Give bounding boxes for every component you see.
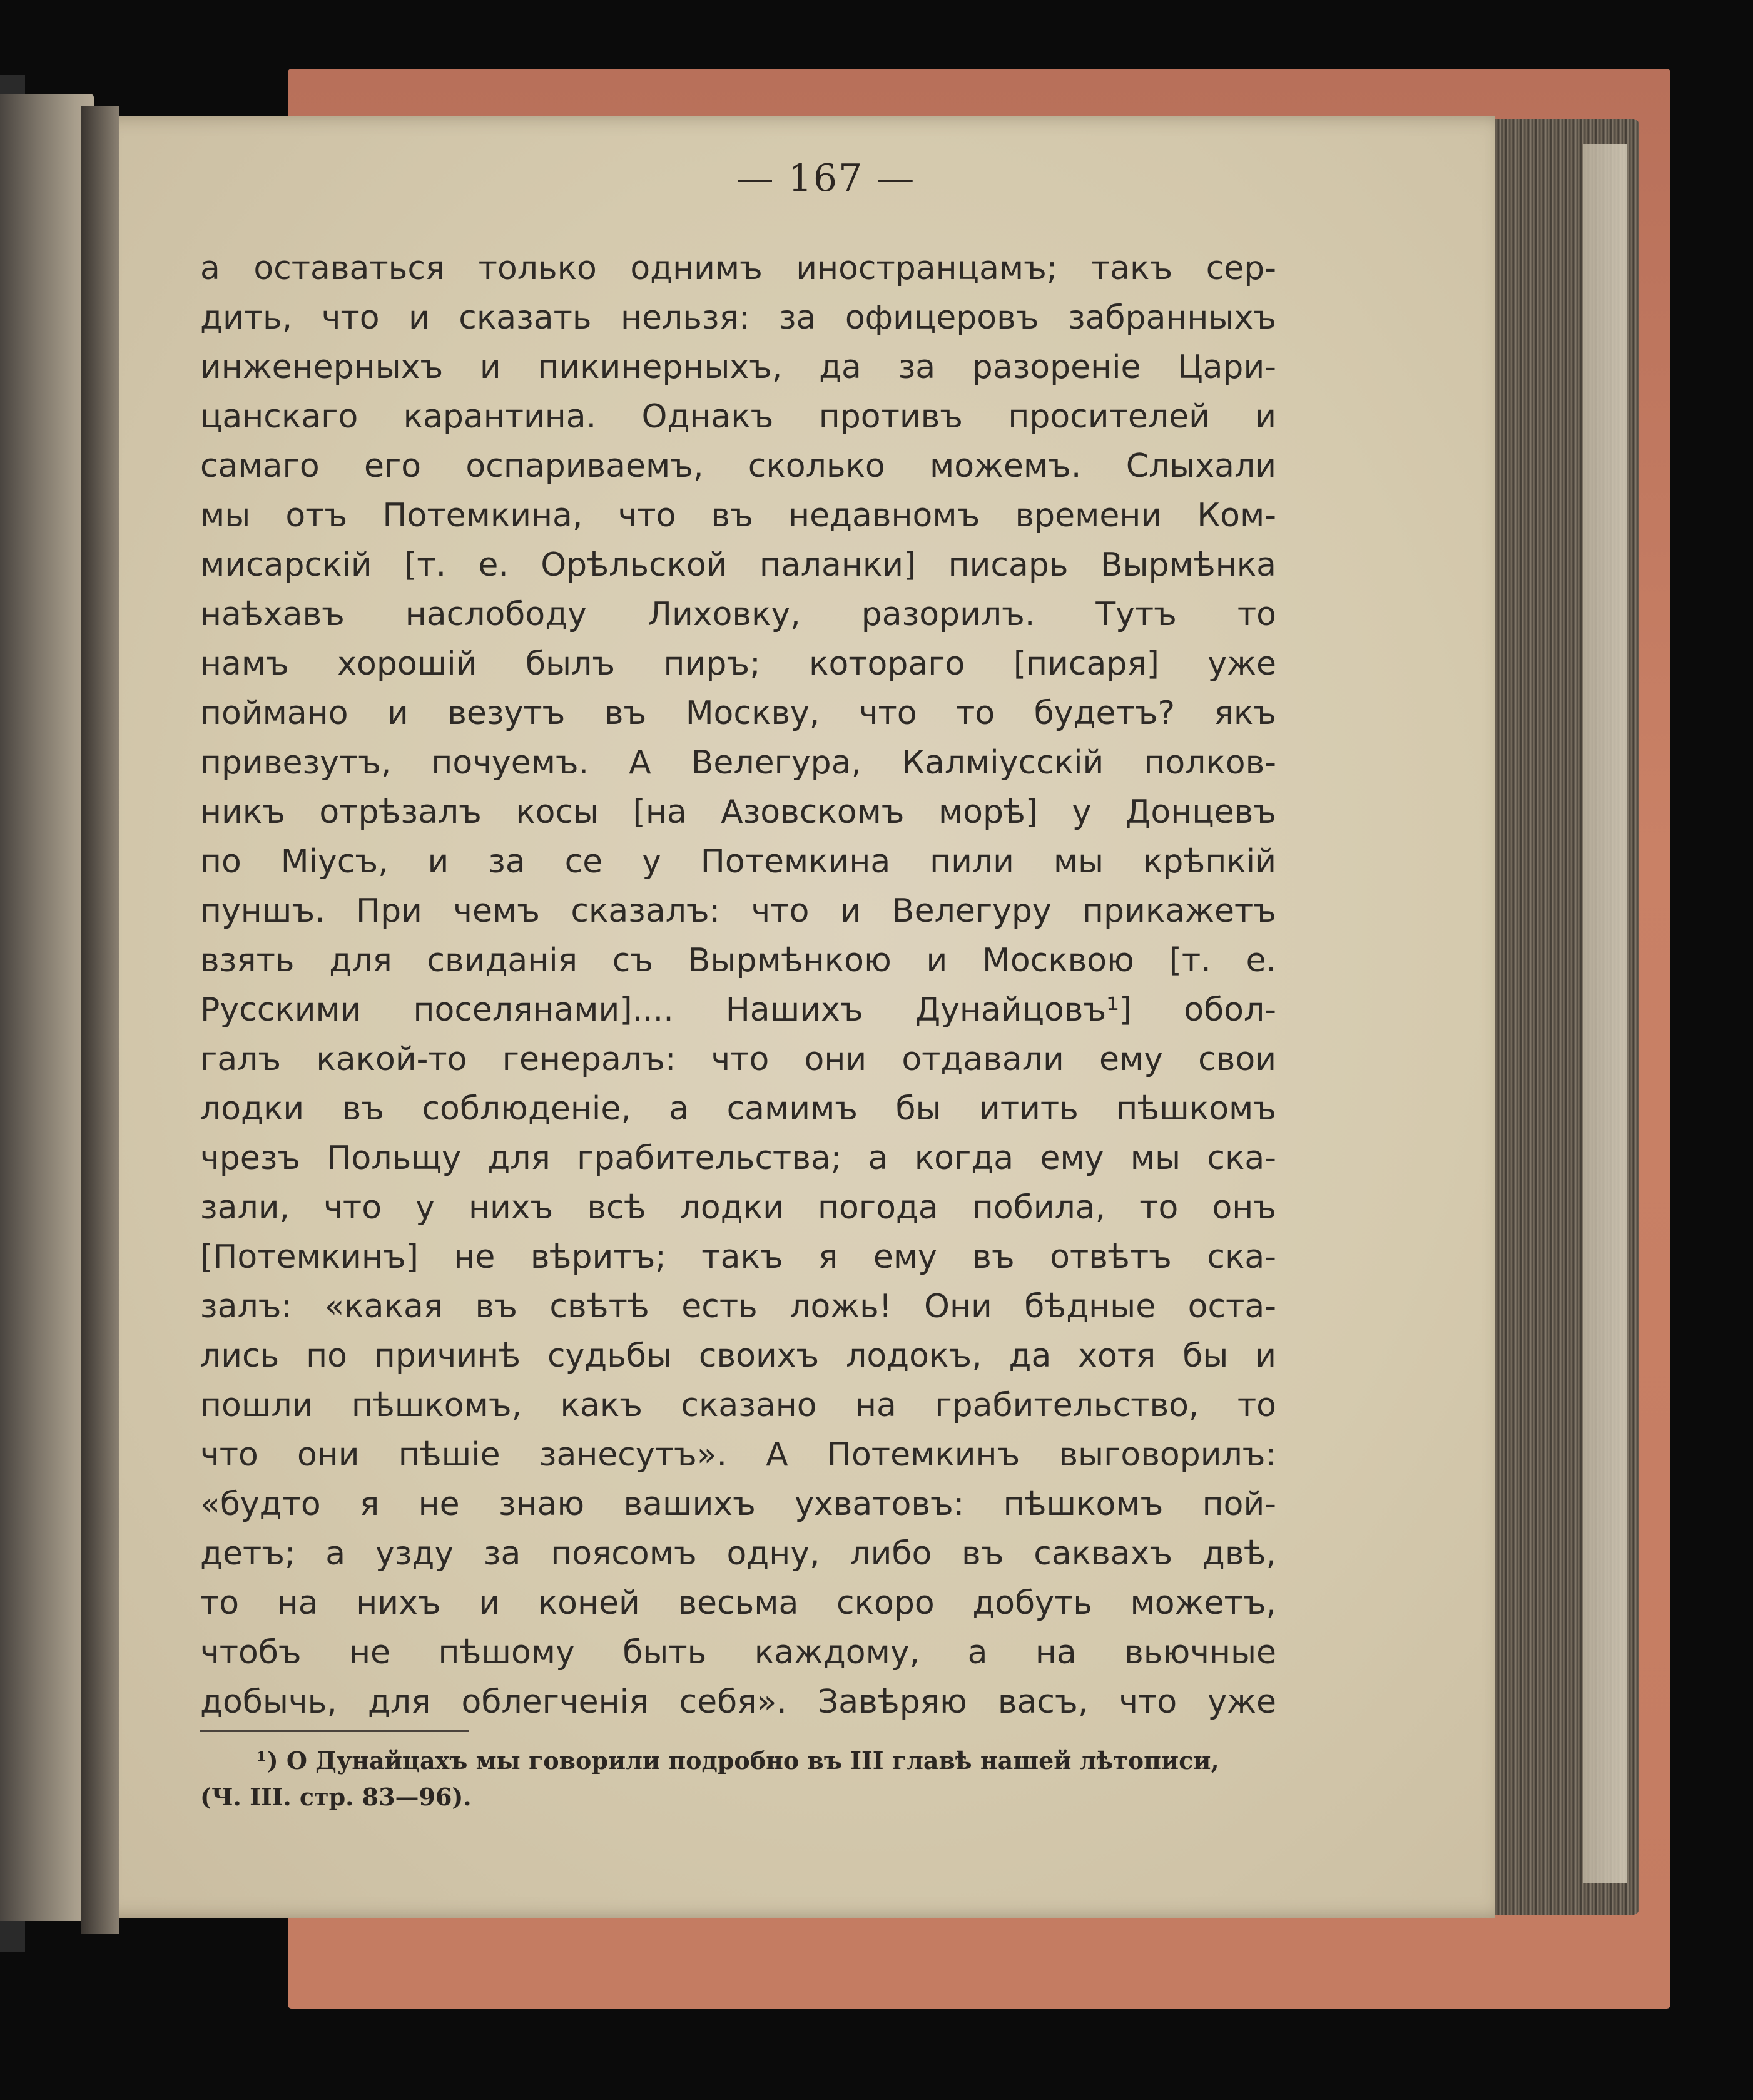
text-line: цанскаго карантина. Однакъ противъ просителей и [200,398,1276,436]
text-line: дить, что и сказать нельзя: за офицеровъ забранныхъ [200,299,1276,337]
text-line: а оставаться только однимъ иностранцамъ; такъ сер- [200,250,1276,287]
text-line: никъ отрѣзалъ косы [на Азовскомъ морѣ] у Донцевъ [200,793,1276,831]
text-line: намъ хорошій былъ пиръ; котораго [писаря] уже [200,645,1276,683]
text-line: инженерныхъ и пикинерныхъ, да за разореніе Цари- [200,349,1276,386]
text-line: галъ какой-то генералъ: что они отдавали ему свои [200,1041,1276,1078]
text-line: то на нихъ и коней весьма скоро добуть можетъ, [200,1584,1276,1622]
text-line: взять для свиданія съ Вырмѣнкою и Москвою [т. е. [200,942,1276,979]
text-line: чтобъ не пѣшому быть каждому, а на вьючные [200,1634,1276,1671]
text-line: зали, что у нихъ всѣ лодки погода побила, то онъ [200,1189,1276,1226]
text-line: [Потемкинъ] не вѣритъ; такъ я ему въ отвѣтъ ска- [200,1238,1276,1276]
text-line: лись по причинѣ судьбы своихъ лодокъ, да хотя бы и [200,1337,1276,1375]
text-line: Русскими поселянами].... Нашихъ Дунайцовъ¹] обол- [200,991,1276,1029]
text-line: детъ; а узду за поясомъ одну, либо въ саквахъ двѣ, [200,1535,1276,1572]
footnotes [200,1743,1276,1815]
text-line: лодки въ соблюденіе, а самимъ бы итить пѣшкомъ [200,1090,1276,1128]
page-number: — 167 — [736,156,916,200]
text-line: поймано и везутъ въ Москву, что то будетъ? якъ [200,695,1276,732]
text-line: пошли пѣшкомъ, какъ сказано на грабительство, то [200,1387,1276,1424]
text-line: чрезъ Польщу для грабительства; а когда ему мы ска- [200,1139,1276,1177]
text-line: «будто я не знаю вашихъ ухватовъ: пѣшкомъ пой- [200,1486,1276,1523]
text-line: залъ: «какая въ свѣтѣ есть ложь! Они бѣдные оста- [200,1288,1276,1325]
text-line: мисарскій [т. е. Орѣльской паланки] писарь Вырмѣнка [200,546,1276,584]
text-line: привезутъ, почуемъ. А Велегура, Калміусскій полков- [200,744,1276,782]
page-gutter [81,106,119,1934]
page-stack-highlight [1583,144,1627,1883]
text-line: самаго его оспариваемъ, сколько можемъ. Слыхали [200,447,1276,485]
footnote-divider [200,1730,469,1732]
text-line: добычь, для облегченія себя». Завѣряю васъ, что уже [200,1683,1276,1721]
text-line: что они пѣшіе занесутъ». А Потемкинъ выговорилъ: [200,1436,1276,1474]
text-line: мы отъ Потемкина, что въ недавномъ времени Ком- [200,497,1276,534]
text-line: по Міусъ, и за се у Потемкина пили мы крѣпкій [200,843,1276,880]
body-text [200,244,1276,1727]
text-line: пуншъ. При чемъ сказалъ: что и Велегуру прикажетъ [200,892,1276,930]
text-line: наѣхавъ наслободу Лиховку, разорилъ. Тутъ то [200,596,1276,633]
footnote-line: ¹) О Дунайцахъ мы говорили подробно въ III главѣ нашей лѣтописи, [257,1746,1219,1775]
footnote-line: (Ч. III. стр. 83—96). [200,1783,472,1811]
left-page-edge [0,94,94,1921]
